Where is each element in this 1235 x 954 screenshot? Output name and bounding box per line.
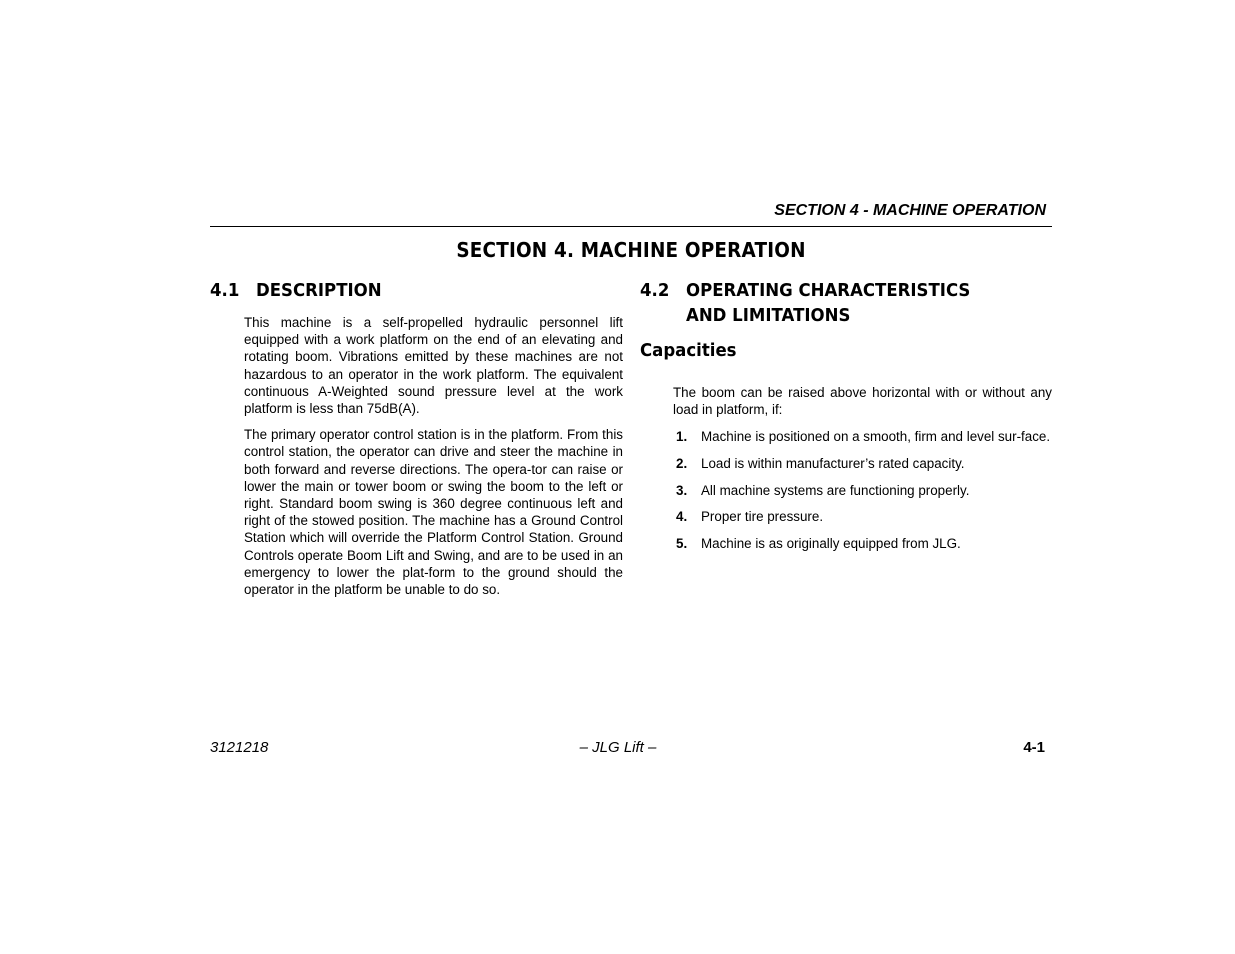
list-item-number: 4.: [676, 509, 688, 525]
description-paragraph-2: The primary operator control station is in the platform. From this control station, the operator can drive and steer the machine in both forward and reverse directions. The opera-tor can raise or lower the main or tower boom or swing the boom to the left or right. Standard boom swing is 360 degree continuous left and right of the stowed position. The machine has a Ground Control Station which will override the Platform Control Station. Ground Controls operate Boom Lift and Swing, and are to be used in an emergency to lower the plat-form to the ground should the operator in the platform be unable to do so.: [244, 427, 623, 598]
list-item-text: Proper tire pressure.: [701, 509, 824, 525]
capacities-heading: Capacities: [640, 340, 737, 361]
section-4-2-heading: [640, 278, 1072, 328]
list-item-number: 3.: [676, 482, 688, 498]
list-item-number: 1.: [676, 429, 688, 444]
footer-publisher: – JLG Lift –: [579, 739, 657, 756]
running-header: SECTION 4 - MACHINE OPERATION: [774, 202, 1046, 219]
section-4-2-number: 4.2: [640, 280, 670, 301]
section-4-2-title: OPERATING CHARACTERISTICS AND LIMITATIONS: [686, 280, 971, 326]
footer-doc-number: 3121218: [210, 739, 269, 756]
list-item: [676, 508, 1052, 525]
list-item: [676, 428, 1052, 445]
list-item-number: 5.: [676, 536, 688, 552]
capacities-intro: The boom can be raised above horizontal with or without any load in platform, if:: [673, 385, 1052, 418]
description-paragraph-1: This machine is a self-propelled hydraulic personnel lift equipped with a work platform on the end of an elevating and rotating boom. Vibrations emitted by these machines are not hazardous to an operator in the work platform. The equivalent continuous A-Weighted sound pressure level at the work platform is less than 75dB(A).: [244, 315, 623, 417]
footer-page-number: 4-1: [1023, 739, 1045, 756]
header-rule: [210, 226, 1052, 227]
section-4-1-body: [244, 314, 623, 607]
list-item: [676, 455, 1052, 472]
capacities-list: [676, 428, 1052, 562]
list-item-text: Load is within manufacturer’s rated capacity.: [701, 455, 965, 471]
section-4-1-heading: [210, 278, 633, 303]
section-4-1-title: DESCRIPTION: [256, 280, 382, 301]
list-item: [676, 535, 1052, 552]
list-item-number: 2.: [676, 455, 688, 471]
list-item: [676, 482, 1052, 499]
section-4-1-number: 4.1: [210, 280, 240, 301]
list-item-text: Machine is as originally equipped from JLG.: [701, 536, 961, 552]
list-item-text: Machine is positioned on a smooth, firm and level sur-face.: [701, 429, 1051, 444]
list-item-text: All machine systems are functioning properly.: [701, 482, 970, 498]
page-title: SECTION 4. MACHINE OPERATION: [456, 238, 806, 262]
